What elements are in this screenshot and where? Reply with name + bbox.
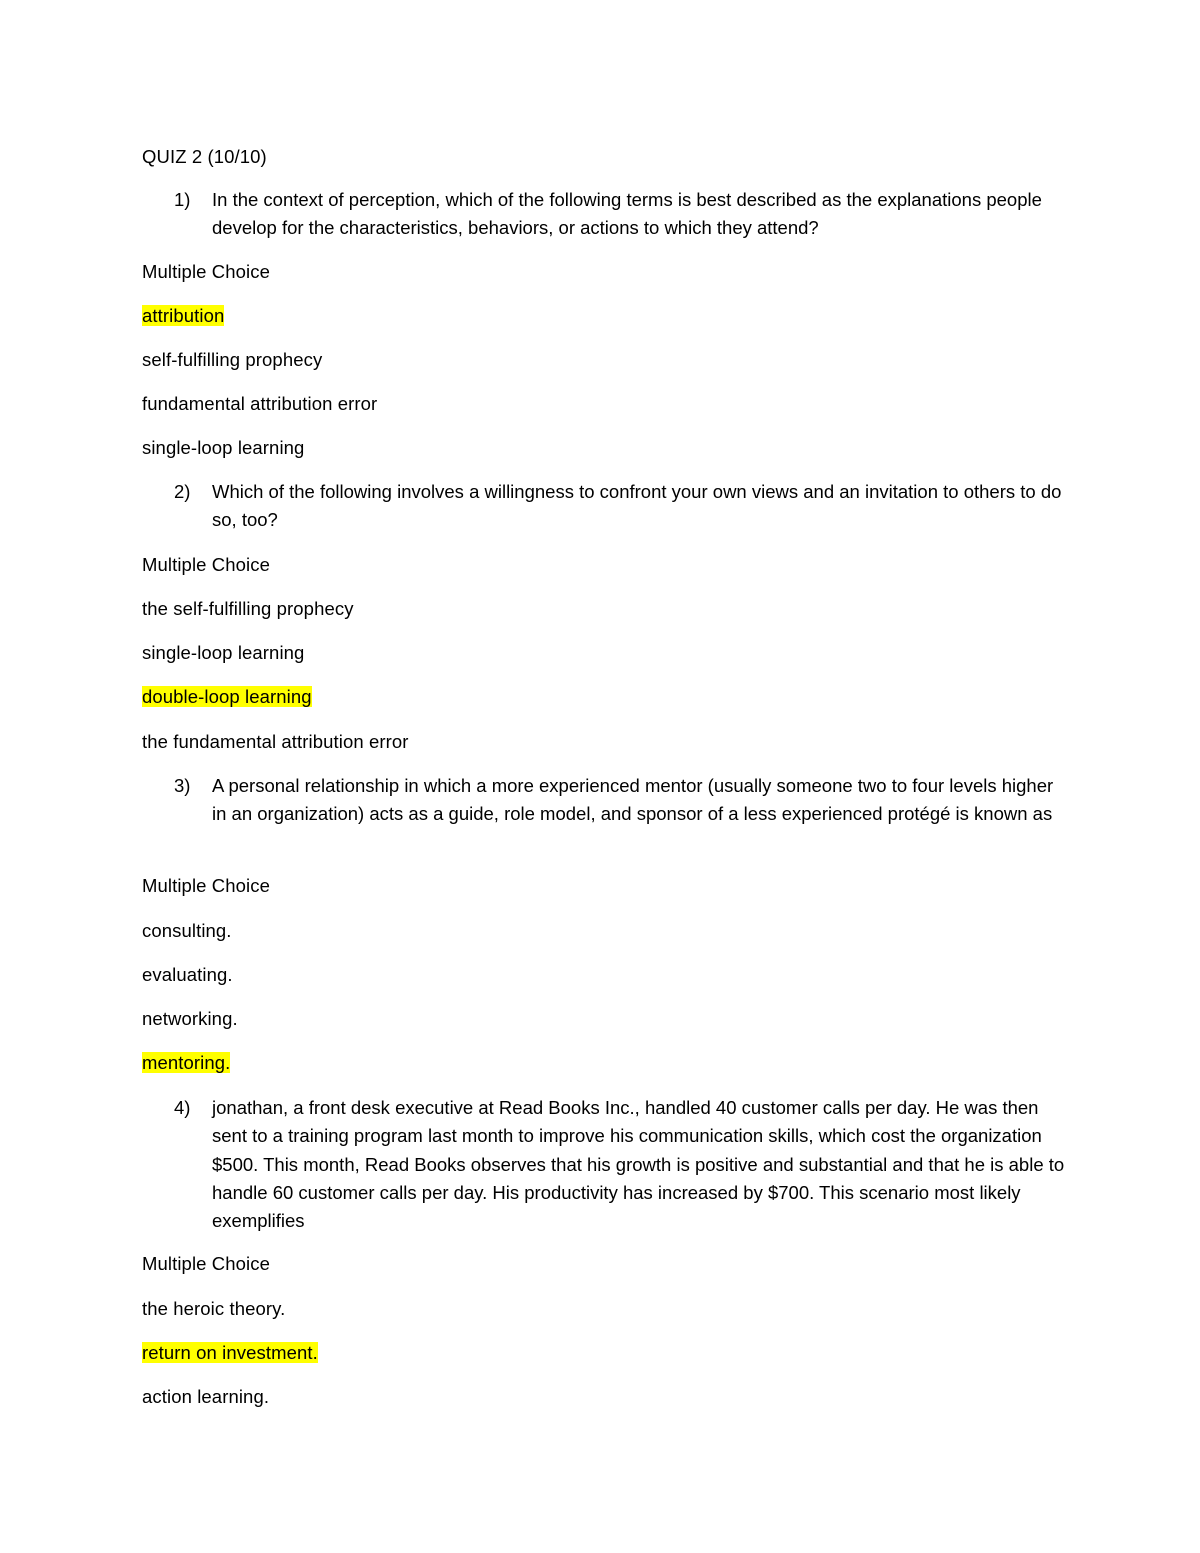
question-number: 3)	[174, 775, 191, 796]
quiz-title: QUIZ 2 (10/10)	[142, 146, 267, 167]
question-number: 4)	[174, 1097, 191, 1118]
highlighted-answer: double-loop learning	[142, 686, 312, 707]
question-text: In the context of perception, which of the following terms is best described as the explanations people develop for the characteristics, behaviors, or actions to which they attend?	[212, 189, 1042, 239]
answer-option	[142, 302, 224, 330]
answer-option: self-fulfilling prophecy	[142, 349, 323, 370]
question-type-label: Multiple Choice	[142, 261, 270, 282]
question-text: jonathan, a front desk executive at Read Books Inc., handled 40 customer calls per day. He was then sent to a training program last month to improve his communication skills, which cost the organization $500. This month, Read Books observes that his growth is positive and substantial and that he is able to handle 60 customer calls per day. His productivity has increased by $700. This scenario most likely exemplifies	[212, 1097, 1065, 1232]
answer-option: the fundamental attribution error	[142, 731, 409, 752]
question-type-label: Multiple Choice	[142, 554, 270, 575]
question-type-label: Multiple Choice	[142, 875, 270, 896]
answer-option: the heroic theory.	[142, 1298, 286, 1319]
answer-option: networking.	[142, 1008, 238, 1029]
highlighted-answer: attribution	[142, 305, 225, 326]
answer-option	[142, 1339, 318, 1367]
question-number: 1)	[174, 189, 191, 210]
answer-option: action learning.	[142, 1386, 270, 1407]
answer-option: the self-fulfilling prophecy	[142, 598, 354, 619]
question-type-label: Multiple Choice	[142, 1253, 270, 1274]
answer-option: single-loop learning	[142, 642, 305, 663]
highlighted-answer: mentoring.	[142, 1052, 231, 1073]
highlighted-answer: return on investment.	[142, 1342, 318, 1363]
answer-option: evaluating.	[142, 964, 233, 985]
answer-option: consulting.	[142, 920, 232, 941]
question-text: Which of the following involves a willingness to confront your own views and an invitation to others to do so, too?	[212, 481, 1062, 531]
answer-option	[142, 1049, 230, 1077]
question-text: A personal relationship in which a more experienced mentor (usually someone two to four levels higher in an organization) acts as a guide, role model, and sponsor of a less experienced protégé is known as	[212, 775, 1054, 825]
answer-option: single-loop learning	[142, 437, 305, 458]
answer-option: fundamental attribution error	[142, 393, 378, 414]
question-number: 2)	[174, 481, 191, 502]
answer-option	[142, 683, 312, 711]
